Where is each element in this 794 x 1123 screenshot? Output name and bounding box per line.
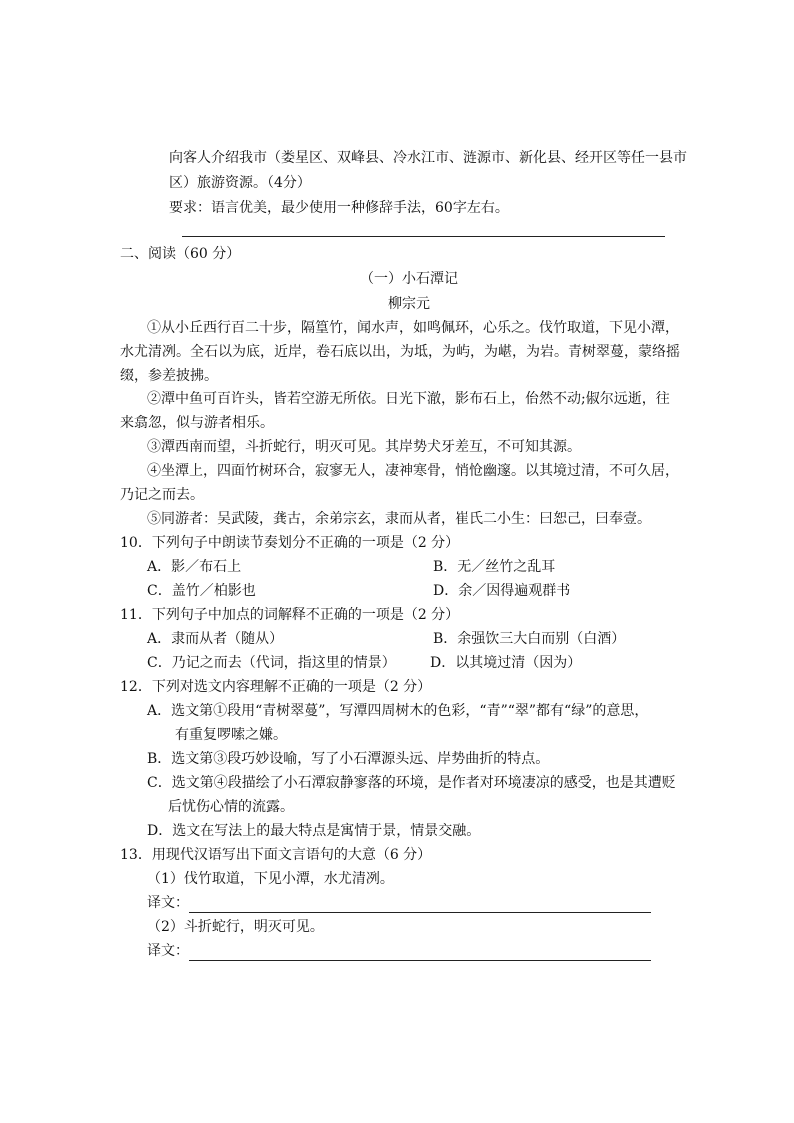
q12-stem: 12．下列对选文内容理解不正确的一项是（2 分） [120,679,432,695]
passage-p4-line-1: ④坐潭上，四面竹树环合，寂寥无人，凄神寒骨，悄怆幽邃。以其境过清，不可久居， [147,463,679,479]
intro-line-1: 向客人介绍我市（娄星区、双峰县、冷水江市、涟源市、新化县、经开区等任一县市 [169,150,687,166]
answer-label: 译文： [147,943,189,959]
q11-option-c[interactable]: C．乃记之而去（代词，指这里的情景） [147,655,396,671]
passage-p2-line-1: ②潭中鱼可百许头，皆若空游无所依。日光下澈，影布石上，佁然不动;俶尔远逝，往 [147,391,670,407]
answer-line-1[interactable] [189,898,651,913]
q13-stem: 13．用现代汉语写出下面文言语句的大意（6 分） [120,847,432,863]
passage-title: （一）小石潭记 [360,271,458,287]
passage-author: 柳宗元 [388,296,430,312]
q12-option-a-line-1[interactable]: A．选文第①段用“青树翠蔓”，写潭四周树木的色彩，“青”“翠”都有“绿”的意思， [147,703,649,719]
q11-option-b[interactable]: B．余强饮三大白而别（白酒） [433,631,626,647]
passage-p4-line-2: 乃记之而去。 [120,487,204,503]
q13-answer-row-2 [147,941,651,961]
q12-option-b[interactable]: B．选文第③段巧妙设喻，写了小石潭源头远、岸势曲折的特点。 [147,751,550,767]
q10-option-c[interactable]: C．盖竹／柏影也 [147,583,256,599]
q12-option-c-line-1[interactable]: C．选文第④段描绘了小石潭寂静寥落的环境，是作者对环境凄凉的感受，也是其遭贬 [147,775,676,791]
q12-option-d[interactable]: D．选文在写法上的最大特点是寓情于景，情景交融。 [147,823,481,839]
passage-p3-line-1: ③潭西南而望，斗折蛇行，明灭可见。其岸势犬牙差互，不可知其源。 [147,439,581,455]
q13-answer-row-1 [147,893,651,913]
q13-sentence-1: （1）伐竹取道，下见小潭，水尤清冽。 [147,871,394,887]
intro-line-2: 区）旅游资源。（4分） [169,175,311,191]
q12-option-c-line-2[interactable]: 后忧伤心情的流露。 [168,799,294,815]
q10-stem: 10．下列句子中朗读节奏划分不正确的一项是（2 分） [120,535,460,551]
passage-p1-line-2: 水尤清冽。全石以为底，近岸，卷石底以出，为坻，为屿，为嵁，为岩。青树翠蔓，蒙络摇 [120,344,680,360]
intro-requirement: 要求：语言优美，最少使用一种修辞手法，60字左右。 [169,200,509,216]
q10-option-d[interactable]: D．余／因得遍观群书 [433,583,571,599]
answer-label: 译文： [147,895,189,911]
q10-option-a[interactable]: A．影／布石上 [147,559,242,575]
q11-option-d[interactable]: D．以其境过清（因为） [430,655,582,671]
q11-option-a[interactable]: A．隶而从者（随从） [147,631,284,647]
answer-line[interactable] [182,236,665,237]
q11-stem: 11．下列句子中加点的词解释不正确的一项是（2 分） [120,607,460,623]
passage-p2-line-2: 来翕忽，似与游者相乐。 [120,415,274,431]
passage-p5-line-1: ⑤同游者：吴武陵，龚古，余弟宗玄，隶而从者，崔氏二小生：曰恕己，曰奉壹。 [147,511,651,527]
q13-sentence-2: （2）斗折蛇行，明灭可见。 [147,919,324,935]
q10-option-b[interactable]: B．无／丝竹之乱耳 [433,559,556,575]
q12-option-a-line-2[interactable]: 有重复啰嗦之嫌。 [175,727,287,743]
passage-p1-line-3: 缀，参差披拂。 [120,368,218,384]
answer-line-2[interactable] [189,946,651,961]
passage-p1-line-1: ①从小丘西行百二十步，隔篁竹，闻水声，如鸣佩环，心乐之。伐竹取道，下见小潭， [147,320,679,336]
section-heading: 二、阅读（60 分） [120,246,241,262]
